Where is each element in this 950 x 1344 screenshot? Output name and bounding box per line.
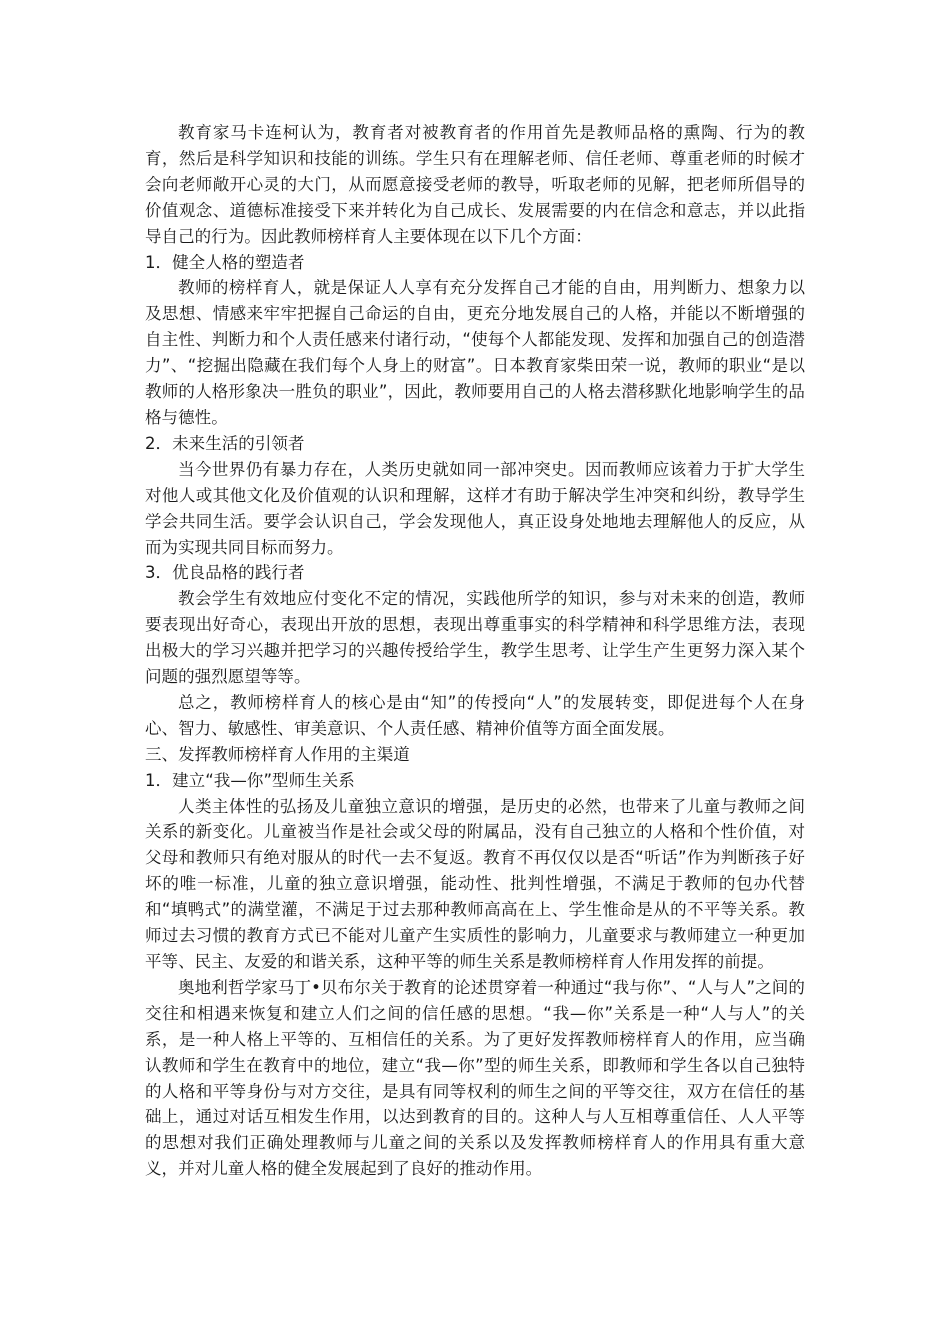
paragraph-summary: 总之，教师榜样育人的核心是由“知”的传授向“人”的发展转变，即促进每个人在身心、智力、敏感性、审美意识、个人责任感、精神价值等方面全面发展。 bbox=[145, 692, 805, 738]
paragraph-child-independence: 人类主体性的弘扬及儿童独立意识的增强，是历史的必然，也带来了儿童与教师之间关系的新变化。儿童被当作是社会或父母的附属品，没有自己独立的人格和个性价值，对父母和教师只有绝对服从的时代一去不复返。教育不再仅仅以是否“听话”作为判断孩子好坏的唯一标准，儿童的独立意识增强，能动性、批判性增强，不满足于教师的包办代替和“填鸭式”的满堂灌，不满足于过去那种教师高高在上、学生惟命是从的不平等关系。教师过去习惯的教育方式已不能对儿童产生实质性的影响力，儿童要求与教师建立一种更加平等、民主、友爱的和谐关系，这种平等的师生关系是教师榜样育人作用发挥的前提。 bbox=[145, 796, 805, 971]
paragraph-personality: 教师的榜样育人，就是保证人人享有充分发挥自己才能的自由，用判断力、想象力以及思想、情感来牢牢把握自己命运的自由，更充分地发展自己的人格，并能以不断增强的自主性、判断力和个人责任感来付诸行动，“使每个人都能发现、发挥和加强自己的创造潜力”、“挖掘出隐藏在我们每个人身上的财富”。日本教育家柴田荣一说，教师的职业“是以教师的人格形象决一胜负的职业”，因此，教师要用自己的人格去潜移默化地影响学生的品格与德性。 bbox=[145, 278, 805, 427]
paragraph-character: 教会学生有效地应付变化不定的情况，实践他所学的知识，参与对未来的创造，教师要表现出好奇心，表现出开放的思想，表现出尊重事实的科学精神和科学思维方法，表现出极大的学习兴趣并把学习的兴趣传授给学生，教学生思考、让学生产生更努力深入某个问题的强烈愿望等等。 bbox=[145, 589, 805, 687]
heading-i-thou-relationship: 1．建立“我—你”型师生关系 bbox=[145, 770, 355, 790]
paragraph-intro: 教育家马卡连柯认为，教育者对被教育者的作用首先是教师品格的熏陶、行为的教育，然后是科学知识和技能的训练。学生只有在理解老师、信任老师、尊重老师的时候才会向老师敞开心灵的大门，从而愿意接受老师的教导，听取老师的见解，把老师所倡导的价值观念、道德标准接受下来并转化为自己成长、发展需要的内在信念和意志，并以此指导自己的行为。因此教师榜样育人主要体现在以下几个方面： bbox=[145, 123, 805, 246]
paragraph-future-life: 当今世界仍有暴力存在，人类历史就如同一部冲突史。因而教师应该着力于扩大学生对他人或其他文化及价值观的认识和理解，这样才有助于解决学生冲突和纠纷，教导学生学会共同生活。要学会认识自己，学会发现他人，真正设身处地地去理解他人的反应，从而为实现共同目标而努力。 bbox=[145, 459, 805, 557]
section-heading-main-channels: 三、发挥教师榜样育人作用的主渠道 bbox=[145, 744, 410, 764]
heading-personality-shaper: 1．健全人格的塑造者 bbox=[145, 252, 305, 272]
document-body bbox=[145, 120, 805, 1182]
heading-future-leader: 2．未来生活的引领者 bbox=[145, 433, 305, 453]
heading-character-practitioner: 3．优良品格的践行者 bbox=[145, 563, 305, 583]
paragraph-buber: 奥地利哲学家马丁•贝布尔关于教育的论述贯穿着一种通过“我与你”、“人与人”之间的交往和相遇来恢复和建立人们之间的信任感的思想。“我—你”关系是一种“人与人”的关系，是一种人格上平等的、互相信任的关系。为了更好发挥教师榜样育人的作用，应当确认教师和学生在教育中的地位，建立“我—你”型的师生关系，即教师和学生各以自己独特的人格和平等身份与对方交往，是具有同等权利的师生之间的平等交往，双方在信任的基础上，通过对话互相发生作用，以达到教育的目的。这种人与人互相尊重信任、人人平等的思想对我们正确处理教师与儿童之间的关系以及发挥教师榜样育人的作用具有重大意义，并对儿童人格的健全发展起到了良好的推动作用。 bbox=[145, 977, 805, 1179]
